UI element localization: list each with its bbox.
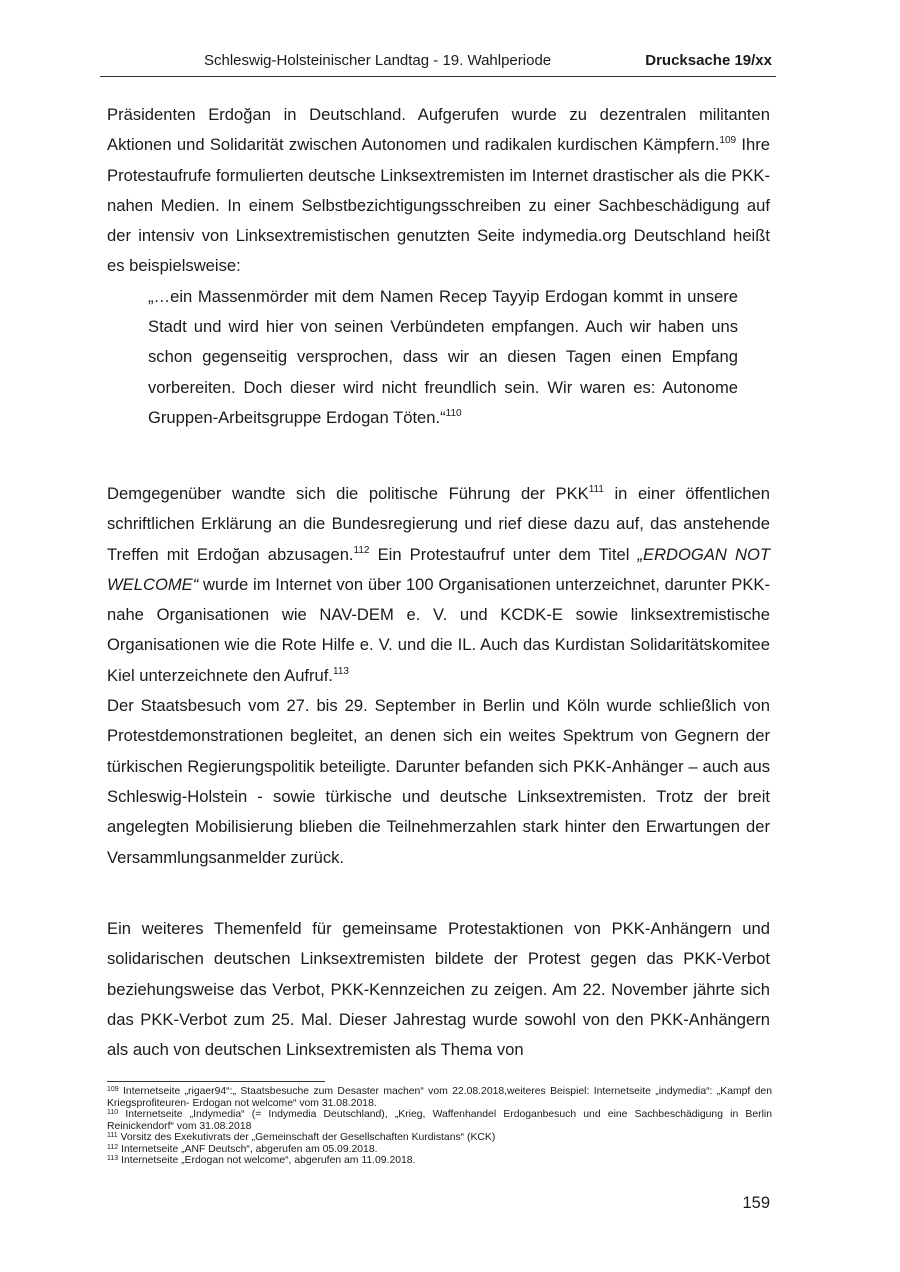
footnote-separator bbox=[107, 1081, 325, 1082]
footnote-113: $^{113}$ Internetseite „Erdogan not welcome“, abgerufen am 11.09.2018. bbox=[107, 1155, 416, 1166]
footnote-ref-113: 113 bbox=[333, 665, 349, 677]
paragraph-1: Präsidenten Erdoğan in Deutschland. Aufgerufen wurde zu dezentralen militanten Aktionen und Solidarität zwischen Autonomen und radikalen kurdischen Kämpfern.$^{109}$ Ihre Protestaufrufe formulierten deutsche Linksextremisten im Internet drastischer als die PKK-nahen Medien. In einem Selbstbezichtigungsschreiben zu einer Sachbeschädigung auf der intensiv von Linksextremistischen genutzten Seite indymedia.org Deutschland heißt es beispielsweise: bbox=[107, 105, 770, 276]
header-document-number: Drucksache 19/xx bbox=[645, 52, 772, 69]
main-text-3 bbox=[107, 914, 770, 1065]
page-header bbox=[100, 48, 776, 77]
paragraph-2: Demgegenüber wandte sich die politische Führung der PKK$^{111}$ in einer öffentlichen schriftlichen Erklärung an die Bundesregierung und rief diese dazu auf, das anstehende Treffen mit Erdoğan abzusagen.$^{112}$ Ein Protestaufruf unter dem Titel „ERDOGAN NOT WELCOME“ wurde im Internet von über 100 Organisationen unterzeichnet, darunter PKK-nahe Organisationen wie NAV-DEM e. V. und KCDK-E sowie linksextremistische Organisationen wie die Rote Hilfe e. V. und die IL. Auch das Kurdistan Solidaritätskomitee Kiel unterzeichnete den Aufruf.$^{113}$ bbox=[107, 484, 770, 685]
footnote-ref-112: 112 bbox=[353, 544, 370, 556]
footnote-ref-110: 110 bbox=[445, 407, 462, 419]
main-text-2 bbox=[107, 479, 770, 873]
footnote-ref-109: 109 bbox=[719, 135, 737, 147]
footnote-110: $^{110}$ Internetseite „Indymedia“ (= Indymedia Deutschland), „Krieg, Waffenhandel Erdoganbesuch und eine Sachbeschädigung in Berlin Reinickendorf“ vom 31.08.2018 bbox=[107, 1109, 772, 1132]
main-text bbox=[107, 100, 770, 433]
footnote-111: $^{111}$ Vorsitz des Exekutivrats der „Gemeinschaft der Gesellschaften Kurdistans“ (KCK) bbox=[107, 1132, 496, 1143]
block-quote: „…ein Massenmörder mit dem Namen Recep Tayyip Erdogan kommt in unsere Stadt und wird hier von seinen Verbündeten empfangen. Auch wir haben uns schon gegenseitig versprochen, dass wir an diesen Tagen einen Empfang vorbereiten. Doch dieser wird nicht freundlich sein. Wir waren es: Autonome Gruppen-Arbeitsgruppe Erdogan Töten.“$^{110}$ bbox=[148, 286, 738, 427]
page-number: 159 bbox=[742, 1194, 770, 1212]
footnote-112: $^{112}$ Internetseite „ANF Deutsch“, abgerufen am 05.09.2018. bbox=[107, 1143, 378, 1155]
footnote-109: $^{109}$ Internetseite „rigaer94“:„ Staatsbesuche zum Desaster machen“ vom 22.08.2018,weiteres Beispiel: Internetseite „indymedia“: „Kampf den Kriegsprofiteuren- Erdogan not welcome“ vom 31.08.2018. bbox=[107, 1086, 772, 1109]
header-title: Schleswig-Holsteinischer Landtag - 19. Wahlperiode bbox=[204, 52, 552, 69]
paragraph-3: Der Staatsbesuch vom 27. bis 29. September in Berlin und Köln wurde schließlich von Protestdemonstrationen begleitet, an denen sich ein weites Spektrum von Gegnern der türkischen Regierungspolitik beteiligte. Darunter befanden sich PKK-Anhänger – auch aus Schleswig-Holstein - sowie türkische und deutsche Linksextremisten. Trotz der breit angelegten Mobilisierung blieben die Teilnehmerzahlen stark hinter den Erwartungen der Versammlungsanmelder zurück. bbox=[107, 696, 770, 867]
protest-call-title: „ERDOGAN NOT WELCOME“ bbox=[107, 544, 770, 594]
paragraph-4: Ein weiteres Themenfeld für gemeinsame Protestaktionen von PKK-Anhängern und solidarischen deutschen Linksextremisten bildete der Protest gegen das PKK-Verbot beziehungsweise das Verbot, PKK-Kennzeichen zu zeigen. Am 22. November jährte sich das PKK-Verbot zum 25. Mal. Dieser Jahrestag wurde sowohl von den PKK-Anhängern als auch von deutschen Linksextremisten als Thema von bbox=[107, 919, 770, 1060]
footnote-ref-111: 111 bbox=[588, 484, 604, 495]
footnotes bbox=[107, 1086, 772, 1167]
